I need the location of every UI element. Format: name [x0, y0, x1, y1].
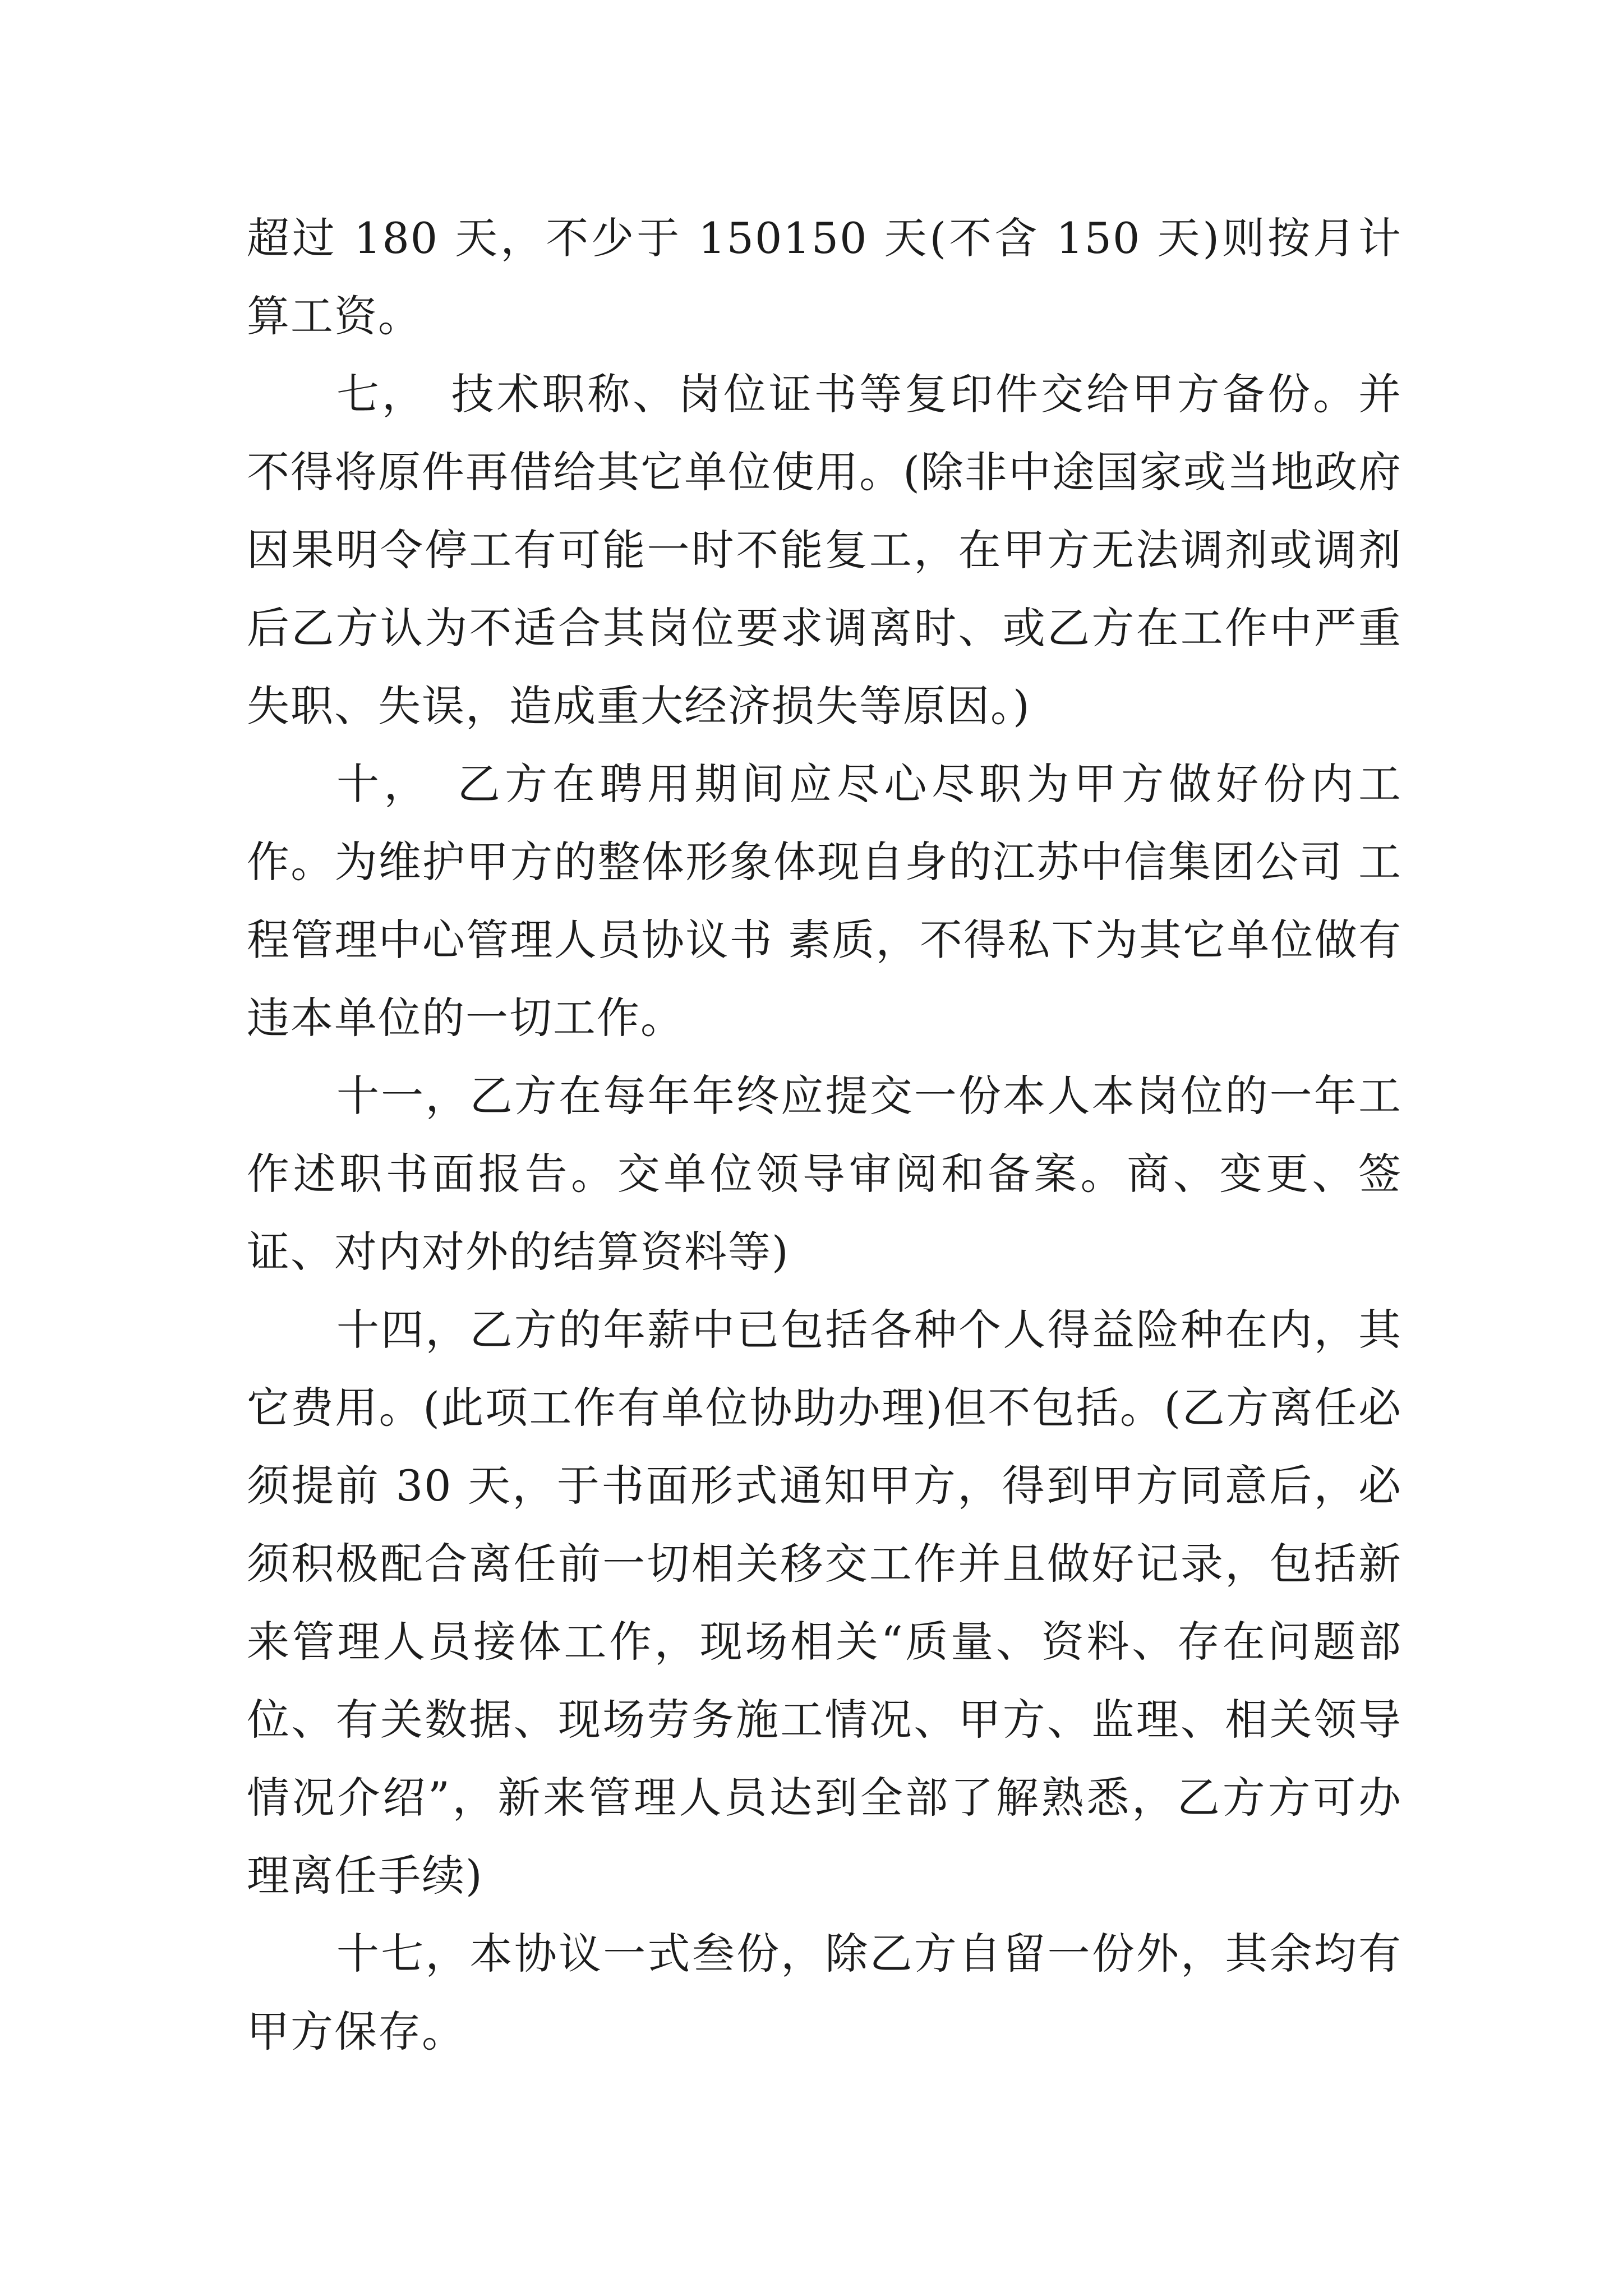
clause-seven: 七， 技术职称、岗位证书等复印件交给甲方备份。并不得将原件再借给其它单位使用。(除非中途国家或当地政府因果明令停工有可能一时不能复工，在甲方无法调剂或调剂后乙方认为不适合其岗位要求调离时、或乙方在工作中严重失职、失误，造成重大经济损失等原因。) — [247, 369, 1402, 731]
clause-seventeen: 十七，本协议一式叁份，除乙方自留一份外，其余均有甲方保存。 — [247, 1929, 1402, 2056]
clause-eleven: 十一，乙方在每年年终应提交一份本人本岗位的一年工作述职书面报告。交单位领导审阅和备案。商、变更、签证、对内对外的结算资料等) — [247, 1071, 1402, 1277]
clause-fourteen: 十四，乙方的年薪中已包括各种个人得益险种在内，其它费用。(此项工作有单位协助办理)但不包括。(乙方离任必须提前 30 天，于书面形式通知甲方，得到甲方同意后，必须积极配合离任前一切相关移交工作并且做好记录，包括新来管理人员接体工作，现场相关“质量、资料、存在问题部位、有关数据、现场劳务施工情况、甲方、监理、相关领导情况介绍”，新来管理人员达到全部了解熟悉，乙方方可办理离任手续) — [247, 1305, 1402, 1901]
clause-ten: 十， 乙方在聘用期间应尽心尽职为甲方做好份内工作。为维护甲方的整体形象体现自身的江苏中信集团公司 工程管理中心管理人员协议书 素质，不得私下为其它单位做有违本单位的一切工作。 — [247, 759, 1402, 1043]
paragraph-continuation: 超过 180 天，不少于 150150 天(不含 150 天)则按月计算工资。 — [247, 213, 1402, 341]
document-body — [247, 199, 1402, 2070]
